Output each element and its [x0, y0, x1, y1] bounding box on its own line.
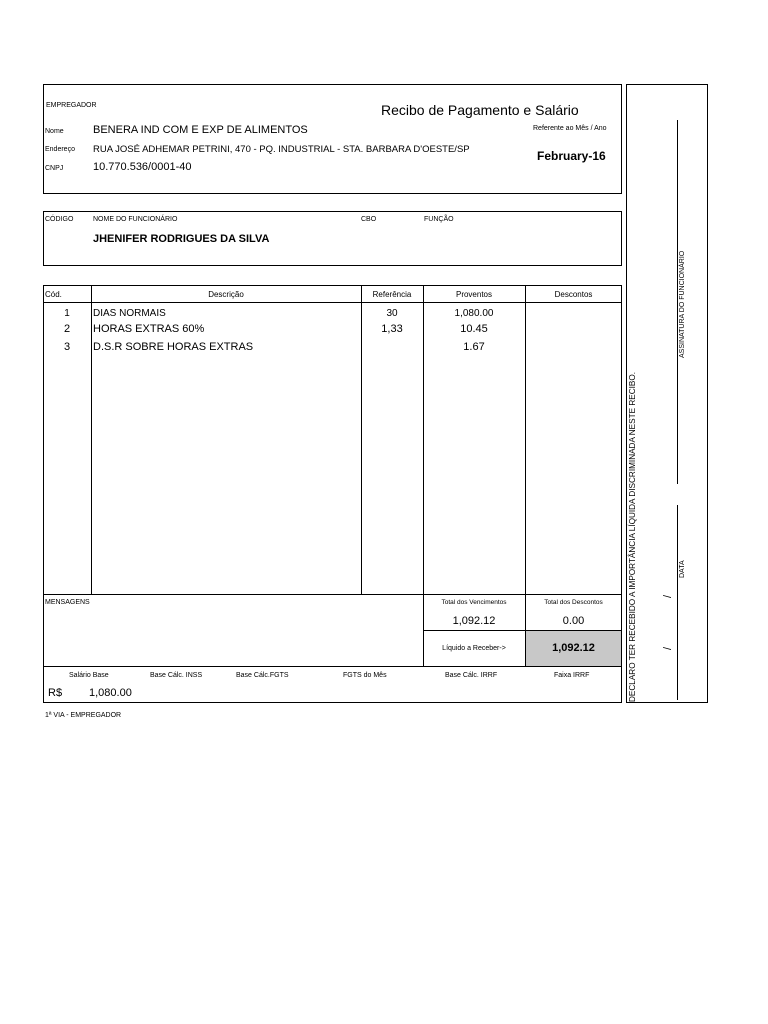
employee-name-label: NOME DO FUNCIONÁRIO	[93, 216, 178, 223]
col-header-descontos: Descontos	[554, 290, 593, 299]
reference-period: February-16	[537, 149, 606, 163]
date-slash: /	[662, 594, 674, 598]
codigo-label: CÓDIGO	[45, 216, 74, 223]
nome-label: Nome	[45, 128, 64, 135]
fgts-mes-label: FGTS do Mês	[343, 672, 387, 679]
receipt-title: Recibo de Pagamento e Salário	[381, 102, 579, 118]
cbo-label: CBO	[361, 216, 377, 223]
employer-header-box	[43, 84, 622, 194]
table-row-proventos: 1.67	[463, 341, 485, 353]
table-row-cod: 2	[63, 323, 71, 335]
declaration-text: DECLARO TER RECEBIDO A IMPORTÂNCIA LÍQUIDA DISCRIMINADA NESTE RECIBO.	[628, 372, 637, 702]
table-row-descricao: HORAS EXTRAS 60%	[93, 323, 205, 335]
table-row-referencia: 30	[386, 308, 398, 319]
base-irrf-label: Base Cálc. IRRF	[445, 672, 498, 679]
faixa-irrf-label: Faixa IRRF	[554, 672, 590, 679]
total-descontos-label: Total dos Descontos	[544, 599, 603, 606]
salario-base-label: Salário Base	[69, 672, 109, 679]
signature-label: ASSINATURA DO FUNCIONÁRIO	[679, 250, 686, 358]
signature-box	[626, 84, 708, 703]
salario-base-value: 1,080.00	[89, 687, 132, 699]
cnpj-label: CNPJ	[45, 165, 64, 172]
employer-name: BENERA IND COM E EXP DE ALIMENTOS	[93, 124, 308, 136]
col-header-descricao: Descrição	[208, 290, 244, 299]
table-row-cod: 3	[63, 341, 71, 353]
table-row-cod: 1	[64, 308, 70, 319]
total-vencimentos-value: 1,092.12	[452, 615, 496, 627]
total-vencimentos-label: Total dos Vencimentos	[441, 599, 507, 606]
mensagens-label: MENSAGENS	[45, 599, 90, 606]
employer-cnpj: 10.770.536/0001-40	[93, 161, 192, 173]
col-header-proventos: Proventos	[455, 290, 493, 299]
total-descontos-value: 0.00	[562, 615, 585, 627]
employee-name: JHENIFER RODRIGUES DA SILVA	[93, 233, 270, 245]
funcao-label: FUNÇÃO	[424, 216, 454, 223]
col-header-cod: Cód.	[45, 290, 62, 299]
signature-line	[677, 120, 678, 484]
endereco-label: Endereço	[45, 146, 75, 153]
date-label: DATA	[679, 560, 686, 578]
col-header-referencia: Referência	[372, 290, 412, 299]
currency-symbol: R$	[48, 687, 63, 699]
base-fgts-label: Base Cálc.FGTS	[236, 672, 289, 679]
employer-address: RUA JOSÉ ADHEMAR PETRINI, 470 - PQ. INDUSTRIAL - STA. BARBARA D'OESTE/SP	[93, 144, 470, 155]
date-slash: /	[662, 646, 674, 650]
base-inss-label: Base Cálc. INSS	[150, 672, 203, 679]
liquido-value: 1,092.12	[552, 642, 595, 654]
table-row-descricao: D.S.R SOBRE HORAS EXTRAS	[93, 341, 254, 353]
table-row-referencia: 1,33	[381, 323, 403, 335]
referente-label: Referente ao Mês / Ano	[533, 125, 607, 132]
table-row-descricao: DIAS NORMAIS	[93, 308, 166, 319]
table-row-proventos: 1,080.00	[454, 308, 494, 319]
liquido-label: Líquido a Receber->	[442, 645, 506, 652]
date-line	[677, 505, 678, 700]
via-label: 1ª VIA - EMPREGADOR	[45, 712, 122, 719]
empregador-label: EMPREGADOR	[46, 102, 97, 109]
table-row-proventos: 10.45	[460, 323, 488, 335]
